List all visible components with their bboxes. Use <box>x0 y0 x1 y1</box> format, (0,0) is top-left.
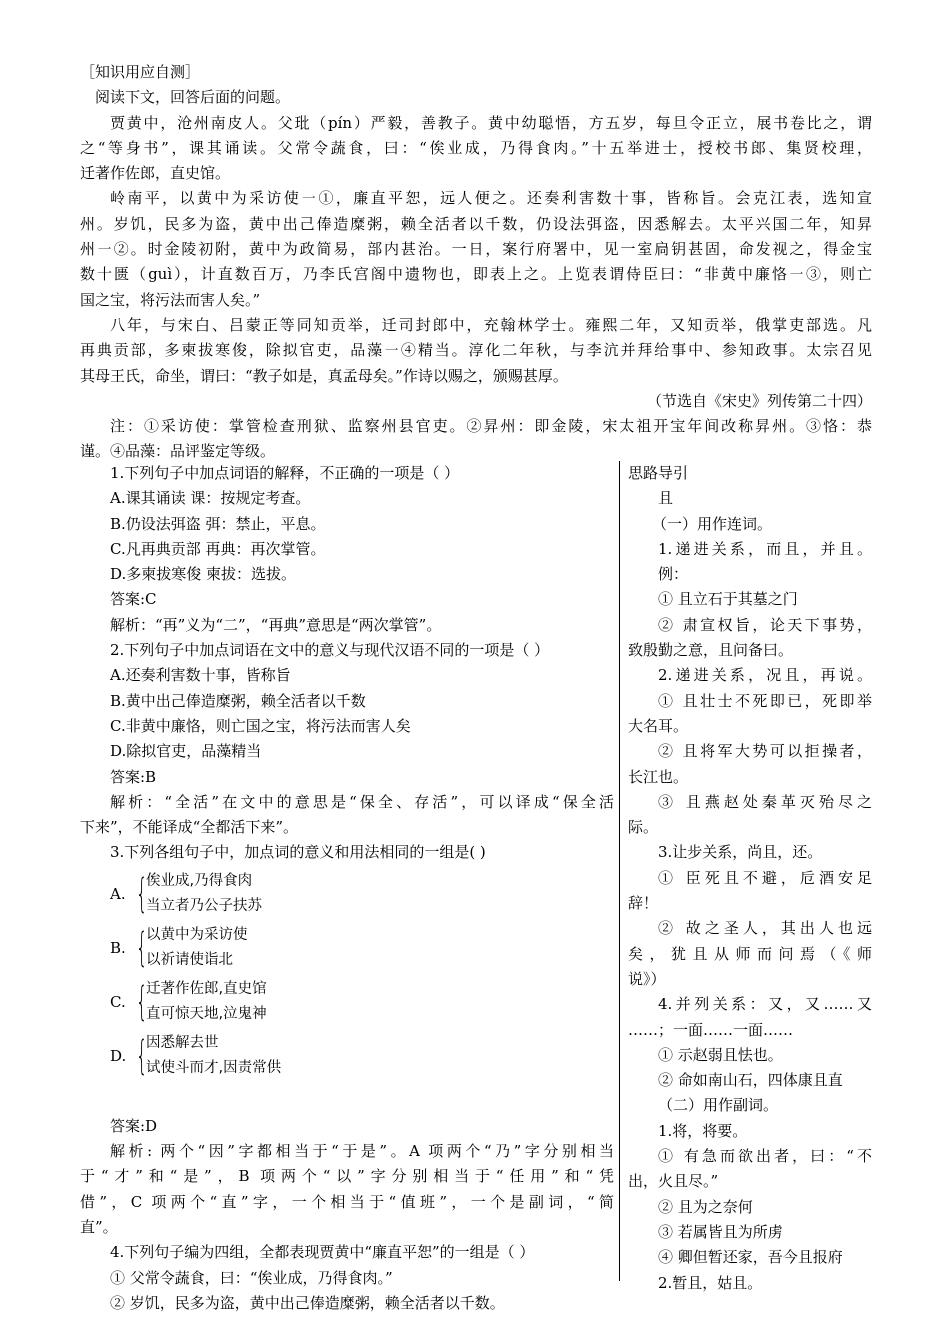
option-c: C.非黄中廉恪，则亡国之宝，将污法而害人矣 <box>110 716 411 735</box>
sidebar-line: 3.让步关系，尚且，还。 <box>658 843 823 862</box>
question-stem: 4.下列句子编为四组，全都表现贾黄中“廉直平恕”的一组是（ ） <box>110 1243 535 1262</box>
sidebar-line: ② 肃宣权旨，论天下事势， <box>658 615 872 634</box>
option-pair <box>146 869 262 919</box>
passage-line: 岭南平，以黄中为采访使㇐①，廉直平恕，远人便之。还奏利害数十事，皆称旨。会克江表，选知宣 <box>110 189 872 208</box>
option-sentence: 当立者乃公子扶苏 <box>146 897 262 914</box>
sidebar-line: 辞！ <box>628 894 659 913</box>
sidebar-title: 思路导引 <box>628 464 689 482</box>
passage-line: 迁著作佐郎，直史馆。 <box>80 164 231 183</box>
option-group-a <box>80 868 614 920</box>
option-label: C. <box>110 992 126 1011</box>
sidebar-line: ③ 若属皆且为所虏 <box>658 1222 783 1241</box>
passage-line: 八年，与宋白、吕蒙正等同知贡举，迁司封郎中，充翰林学士。雍熙二年，又知贡举，俄掌吏部选。凡 <box>110 315 872 334</box>
analysis: 解析：“再”义为“二”，“再典”意思是“两次掌管”。 <box>110 615 442 634</box>
sidebar-line: ④ 卿但暂还家，吾今且报府 <box>658 1248 843 1267</box>
passage-line: 之“等身书”，课其诵读。父常令蔬食，曰：“俟业成，乃得食肉。”十五举进士，授校书郎、集贤校理， <box>80 138 872 157</box>
sidebar-line: ② 且为之奈何 <box>658 1197 753 1216</box>
sidebar-line: （一）用作连词。 <box>652 514 773 533</box>
sidebar-line: 致殷勤之意，且问备曰。 <box>628 641 794 660</box>
analysis: 解析: 两个“因”字都相当于“于是”。A 项两个“乃”字分别相当 <box>110 1142 614 1161</box>
reading-instruction: 阅读下文，回答后面的问题。 <box>95 88 291 107</box>
question-4 <box>80 1240 614 1316</box>
sidebar-line: ① 且立石于其墓之门 <box>658 590 798 609</box>
statement-1: ① 父常令蔬食，曰：“俟业成，乃得食肉。” <box>110 1268 393 1287</box>
option-sentence: 俟业成,乃得食肉 <box>146 872 253 889</box>
sidebar-line: 大名耳。 <box>628 716 689 735</box>
sidebar-line: ③ 且燕赵处秦革灭殆尽之 <box>658 792 872 811</box>
guide-sidebar <box>628 461 872 1296</box>
option-sentence: 以黄中为采访使 <box>146 926 248 943</box>
passage-paragraph-1 <box>80 111 872 187</box>
question-3 <box>80 840 614 1240</box>
option-b: B.仍设法弭盗 弭：禁止，平息。 <box>110 514 326 533</box>
option-pair <box>146 923 248 973</box>
sidebar-line: ② 命如南山石，四体康且直 <box>658 1071 843 1090</box>
option-sentence: 迁著作佐郎,直史馆 <box>146 980 267 997</box>
option-label: A. <box>110 884 126 903</box>
option-a: A.课其诵读 课：按规定考查。 <box>110 489 311 508</box>
statement-2: ② 岁饥，民多为盗，黄中出己俸造糜粥，赖全活者以千数。 <box>110 1293 505 1312</box>
sidebar-line: 2.递进关系，况且，再说。 <box>658 666 872 685</box>
passage-source: （节选自《宋史》列传第二十四） <box>646 391 872 410</box>
question-stem: 2.下列句子中加点词语在文中的意义与现代汉语不同的一项是（ ） <box>110 641 550 660</box>
answer: 答案:B <box>110 767 157 786</box>
option-b: B.黄中出己俸造糜粥，赖全活者以千数 <box>110 691 366 710</box>
sidebar-line: 且 <box>658 489 674 508</box>
question-1 <box>80 461 614 638</box>
passage-paragraph-3 <box>80 313 872 389</box>
section-header: ［知识用应自测］ <box>80 63 201 81</box>
option-group-c <box>80 976 614 1028</box>
question-stem: 1.下列句子中加点词语的解释，不正确的一项是（ ） <box>110 464 460 482</box>
option-sentence: 以祈请使诣北 <box>146 951 233 968</box>
option-a: A.还奏利害数十事，皆称旨 <box>110 666 291 685</box>
sidebar-line: ① 有急而欲出者，曰：“不 <box>658 1147 872 1166</box>
option-group-d <box>80 1030 614 1082</box>
questions-column <box>80 461 614 1316</box>
sidebar-line: （二）用作副词。 <box>658 1096 779 1115</box>
analysis: 借”，C 项两个“直”字，一个相当于“值班”，一个是副词，“简 <box>80 1192 614 1211</box>
analysis: 直”。 <box>80 1217 118 1236</box>
passage-line: 州㇐②。时金陵初附，黄中为政简易，部内甚治。一日，案行府署中，见一室扃钥甚固，命发视之，得金宝 <box>80 240 872 259</box>
option-pair <box>146 977 267 1027</box>
sidebar-line: ① 臣死且不避，卮酒安足 <box>658 868 872 887</box>
option-d: D.多柬拔寒俊 柬拔：选拔。 <box>110 565 297 584</box>
footnote-line: 谨。④品藻：品评鉴定等级。 <box>80 442 276 461</box>
sidebar-line: ……；一面……一面…… <box>628 1020 794 1039</box>
brace-icon: { <box>136 978 148 1025</box>
sidebar-line: ② 故之圣人，其出人也远 <box>658 919 872 938</box>
sidebar-line: 说》） <box>628 969 666 988</box>
sidebar-line: 际。 <box>628 818 659 837</box>
answer: 答案:C <box>110 590 157 609</box>
sidebar-line: 4.并列关系：又，又……又 <box>658 995 872 1014</box>
option-label: B. <box>110 938 126 957</box>
analysis: 下来”，不能译成“全都活下来”。 <box>80 818 299 837</box>
sidebar-line: 例： <box>658 565 689 584</box>
answer: 答案:D <box>110 1116 158 1135</box>
option-sentence: 试使斗而才,因责常供 <box>146 1059 282 1076</box>
brace-icon: { <box>136 1032 148 1079</box>
option-group-b <box>80 922 614 974</box>
two-column-area <box>80 461 872 1312</box>
passage-line: 贾黄中，沧州南皮人。父玭（pín）严毅，善教子。黄中幼聪悟，方五岁，每旦令正立，展书卷比之，谓 <box>110 113 872 132</box>
option-label: D. <box>110 1046 127 1065</box>
sidebar-line: 1.将，将要。 <box>658 1121 748 1140</box>
sidebar-line: 出，火且尽。” <box>628 1172 719 1191</box>
analysis: 于“才”和“是”，B 项两个“以”字分别相当于“任用”和“凭 <box>80 1167 614 1186</box>
passage-line: 国之宝，将污法而害人矣。” <box>80 290 261 309</box>
option-d: D.除拟官吏，品藻精当 <box>110 742 262 761</box>
footnote-line: 注：①采访使：掌管检查刑狱、监察州县官吏。②昇州：即金陵，宋太祖开宝年间改称昇州。③恪：恭 <box>110 417 872 436</box>
sidebar-line: ② 且将军大势可以拒操者， <box>658 742 872 761</box>
question-2 <box>80 638 614 840</box>
passage-paragraph-2 <box>80 186 872 312</box>
sidebar-line: ① 示赵弱且怯也。 <box>658 1045 783 1064</box>
sidebar-line: 1.递进关系，而且，并且。 <box>658 539 872 558</box>
sidebar-lines <box>628 486 872 1296</box>
question-stem: 3.下列各组句子中，加点词的意义和用法相同的一组是( ) <box>110 843 486 862</box>
sidebar-line: 矣，犹且从师而问焉（《师 <box>628 944 872 963</box>
document-top <box>80 60 872 465</box>
passage-line: 数十匮（guì），计直数百万，乃李氏宫阁中遗物也，即表上之。上览表谓侍臣曰：“非黄中廉恪㇐③，则亡 <box>80 265 872 284</box>
passage-line: 州。岁饥，民多为盗，黄中出己俸造糜粥，赖全活者以千数，仍设法弭盗，因悉解去。太平兴国二年，知昇 <box>80 214 872 233</box>
passage-line: 再典贡部，多柬拔寒俊，除拟官吏，品藻㇐④精当。淳化二年秋，与李沆并拜给事中、参知政事。太宗召见 <box>80 341 872 360</box>
option-sentence: 因悉解去世 <box>146 1034 219 1051</box>
option-c: C.凡再典贡部 再典：再次掌管。 <box>110 539 326 558</box>
passage-line: 其母王氏，命坐，谓曰：“教子如是，真孟母矣。”作诗以赐之，颁赐甚厚。 <box>80 366 568 385</box>
brace-icon: { <box>136 924 148 971</box>
spacer <box>80 1084 614 1114</box>
analysis: 解析：“全活”在文中的意思是“保全、存活”，可以译成“保全活 <box>110 792 614 811</box>
column-divider <box>619 461 620 1281</box>
sidebar-line: 长江也。 <box>628 767 689 786</box>
brace-icon: { <box>136 870 148 917</box>
sidebar-line: 2.暂且，姑且。 <box>658 1273 763 1292</box>
option-pair <box>146 1031 281 1081</box>
sidebar-line: ① 且壮士不死即已，死即举 <box>658 691 872 710</box>
option-sentence: 直可惊天地,泣鬼神 <box>146 1005 267 1022</box>
